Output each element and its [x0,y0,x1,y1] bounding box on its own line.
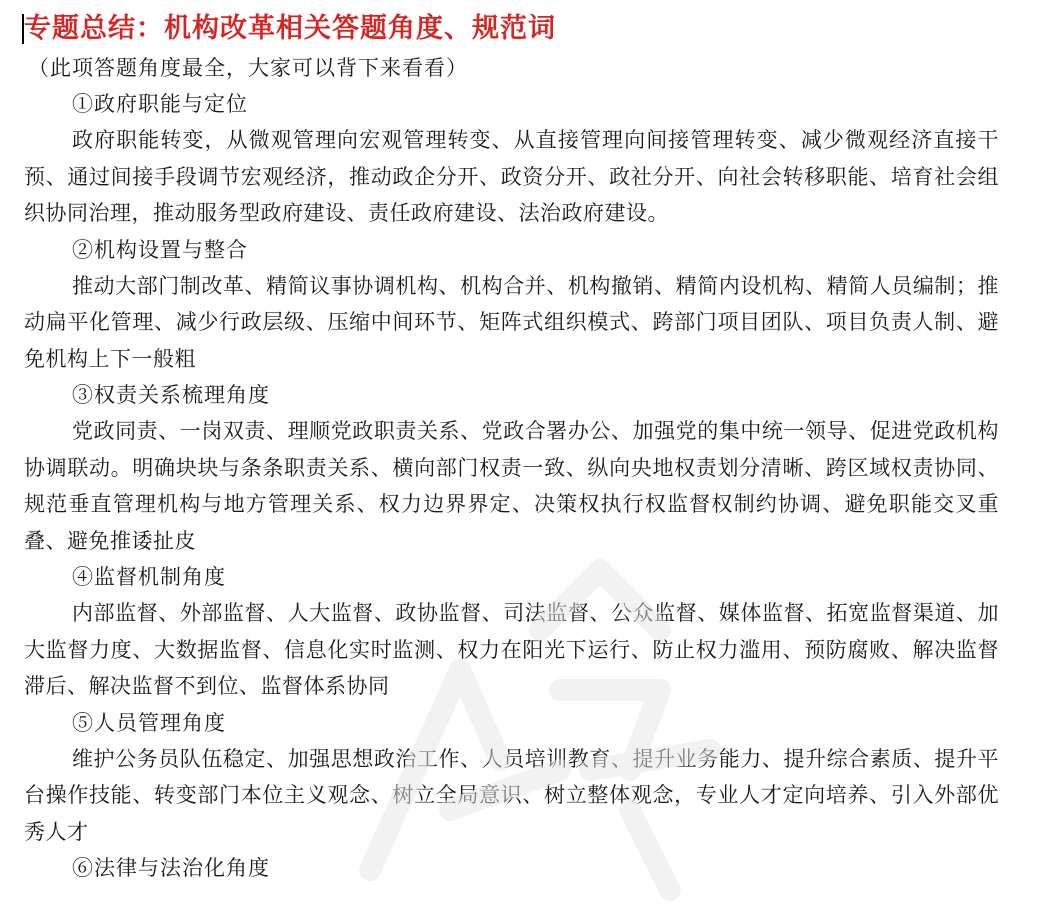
section-heading-2: ②机构设置与整合 [72,237,248,262]
document-page [24,8,999,886]
section-heading-1: ①政府职能与定位 [72,92,248,116]
section-body-1: 政府职能转变，从微观管理向宏观管理转变、从直接管理向间接管理转变、减少微观经济直接干预、通过间接手段调节宏观经济，推动政企分开、政资分开、政社分开、向社会转移职能、培育社会组织协同治理，推动服务型政府建设、责任政府建设、法治政府建设。 [24,128,999,225]
section-heading-3: ③权责关系梳理角度 [72,383,270,407]
section-body-5: 维护公务员队伍稳定、加强思想政治工作、人员培训教育、提升业务能力、提升综合素质、提升平台操作技能、转变部门本位主义观念、树立全局意识、树立整体观念，专业人才定向培养、引入外部优秀人才 [24,746,999,844]
section-body-2: 推动大部门制改革、精简议事协调机构、机构合并、机构撤销、精简内设机构、精简人员编制；推动扁平化管理、减少行政层级、压缩中间环节、矩阵式组织模式、跨部门项目团队、项目负责人制、避免机构上下一般粗 [24,273,999,371]
document-title: 专题总结：机构改革相关答题角度、规范词 [24,13,556,44]
section-heading-4: ④监督机制角度 [72,565,226,589]
section-body-3: 党政同责、一岗双责、理顺党政职责关系、党政合署办公、加强党的集中统一领导、促进党政机构协调联动。明确块块与条条职责关系、横向部门权责一致、纵向央地权责划分清晰、跨区域权责协同、规范垂直管理机构与地方管理关系、权力边界界定、决策权执行权监督权制约协调、避免职能交叉重叠、避免推诿扯皮 [24,419,999,553]
section-body-4: 内部监督、外部监督、人大监督、政协监督、司法监督、公众监督、媒体监督、拓宽监督渠道、加大监督力度、大数据监督、信息化实时监测、权力在阳光下运行、防止权力滥用、预防腐败、解决监督滞后、解决监督不到位、监督体系协同 [24,601,999,698]
section-heading-5: ⑤人员管理角度 [72,710,226,735]
document-subtitle: （此项答题角度最全，大家可以背下来看看） [28,56,468,80]
section-heading-6: ⑥法律与法治化角度 [72,856,270,880]
